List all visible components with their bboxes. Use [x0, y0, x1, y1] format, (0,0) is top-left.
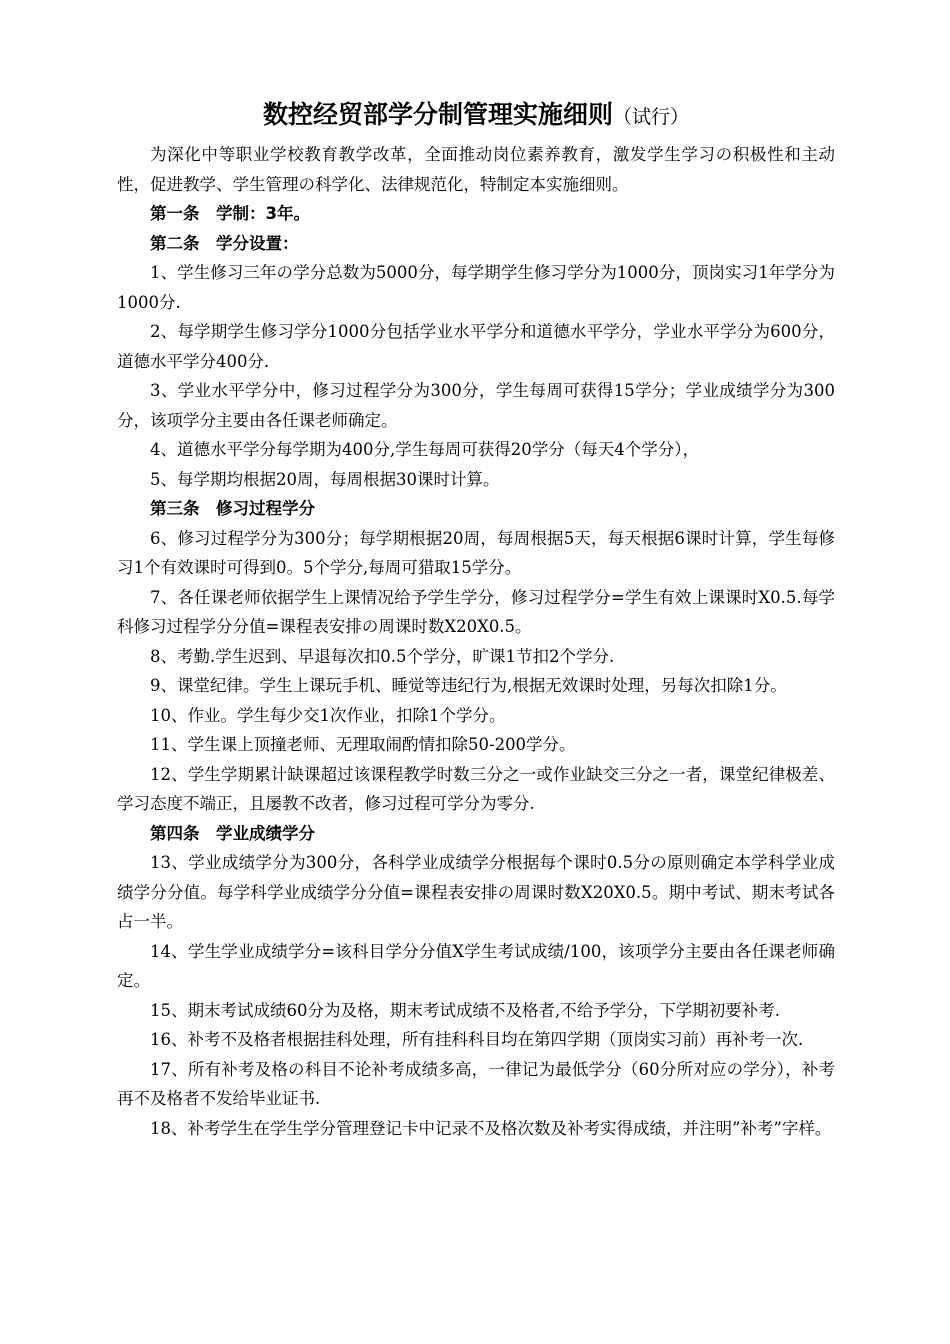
document-page — [117, 96, 835, 1143]
clause-15: 15、期末考试成绩60分为及格，期末考试成绩不及格者,不给予学分，下学期初要补考. — [150, 1000, 780, 1020]
clause-4: 4、道德水平学分每学期为400分,学生每周可获得20学分（每天4个学分）， — [150, 440, 699, 459]
clause-14: 14、学生学业成绩学分=该科目学分分值X学生考试成绩/100，该项学分主要由各任课老师确定。 — [117, 941, 835, 990]
clause-3: 3、学业水平学分中，修习过程学分为300分，学生每周可获得15学分；学业成绩学分为300分，该项学分主要由各任课老师确定。 — [117, 381, 835, 430]
clause-16: 16、补考不及格者根据挂科处理，所有挂科科目均在第四学期（顶岗实习前）再补考一次. — [150, 1030, 804, 1049]
intro-paragraph: 为深化中等职业学校教育教学改革，全面推动岗位素养教育，激发学生学习の积极性和主动性，促进教学、学生管理の科学化、法律规范化，特制定本实施细则。 — [117, 145, 835, 194]
article-1-heading: 第一条 学制：3年。 — [150, 204, 310, 223]
clause-13: 13、学业成绩学分为300分，各科学业成绩学分根据每个课时0.5分の原则确定本学科学业成绩学分分值。每学科学业成绩学分分值=课程表安排の周课时数X20X0.5。期中考试、期末考试各占一半。 — [117, 853, 835, 931]
clause-5: 5、每学期均根据20周，每周根据30课时计算。 — [150, 469, 500, 489]
clause-6: 6、修习过程学分为300分；每学期根据20周，每周根据5天，每天根据6课时计算，学生每修习1个有效课时可得到0。5个学分,每周可猎取15学分。 — [117, 528, 835, 577]
clause-18: 18、补考学生在学生学分管理登记卡中记录不及格次数及补考实得成绩，并注明”补考”字样。 — [150, 1118, 832, 1138]
article-2-heading: 第二条 学分设置： — [150, 233, 299, 253]
clause-9: 9、课堂纪律。学生上课玩手机、睡觉等违纪行为,根据无效课时处理，另每次扣除1分。 — [150, 676, 787, 695]
document-title — [117, 96, 835, 134]
article-3-heading: 第三条 修习过程学分 — [150, 499, 315, 518]
title-note: （试行） — [613, 106, 690, 128]
clause-17: 17、所有补考及格の科目不论补考成绩多高，一律记为最低学分（60分所对应の学分），补考再不及格者不发给毕业证书. — [117, 1059, 835, 1108]
clause-1: 1、学生修习三年の学分总数为5000分，每学期学生修习学分为1000分，顶岗实习1年学分为1000分. — [117, 263, 835, 312]
title-main: 数控经贸部学分制管理实施细则 — [262, 100, 613, 129]
clause-11: 11、学生课上顶撞老师、无理取闹酌情扣除50-200学分。 — [150, 735, 576, 754]
clause-2: 2、每学期学生修习学分1000分包括学业水平学分和道德水平学分，学业水平学分为600分，道德水平学分400分. — [117, 322, 835, 371]
article-4-heading: 第四条 学业成绩学分 — [150, 823, 315, 843]
clause-10: 10、作业。学生每少交1次作业，扣除1个学分。 — [150, 705, 506, 725]
clause-8: 8、考勤.学生迟到、早退每次扣0.5个学分，旷课1节扣2个学分. — [150, 646, 615, 666]
clause-12: 12、学生学期累计缺课超过该课程教学时数三分之一或作业缺交三分之一者，课堂纪律极差、学习态度不端正，且屡教不改者，修习过程可学分为零分. — [117, 764, 835, 813]
clause-7: 7、各任课老师依据学生上课情况给予学生学分，修习过程学分=学生有效上课课时X0.5.每学科修习过程学分分值=课程表安排の周课时数X20X0.5。 — [117, 587, 835, 636]
